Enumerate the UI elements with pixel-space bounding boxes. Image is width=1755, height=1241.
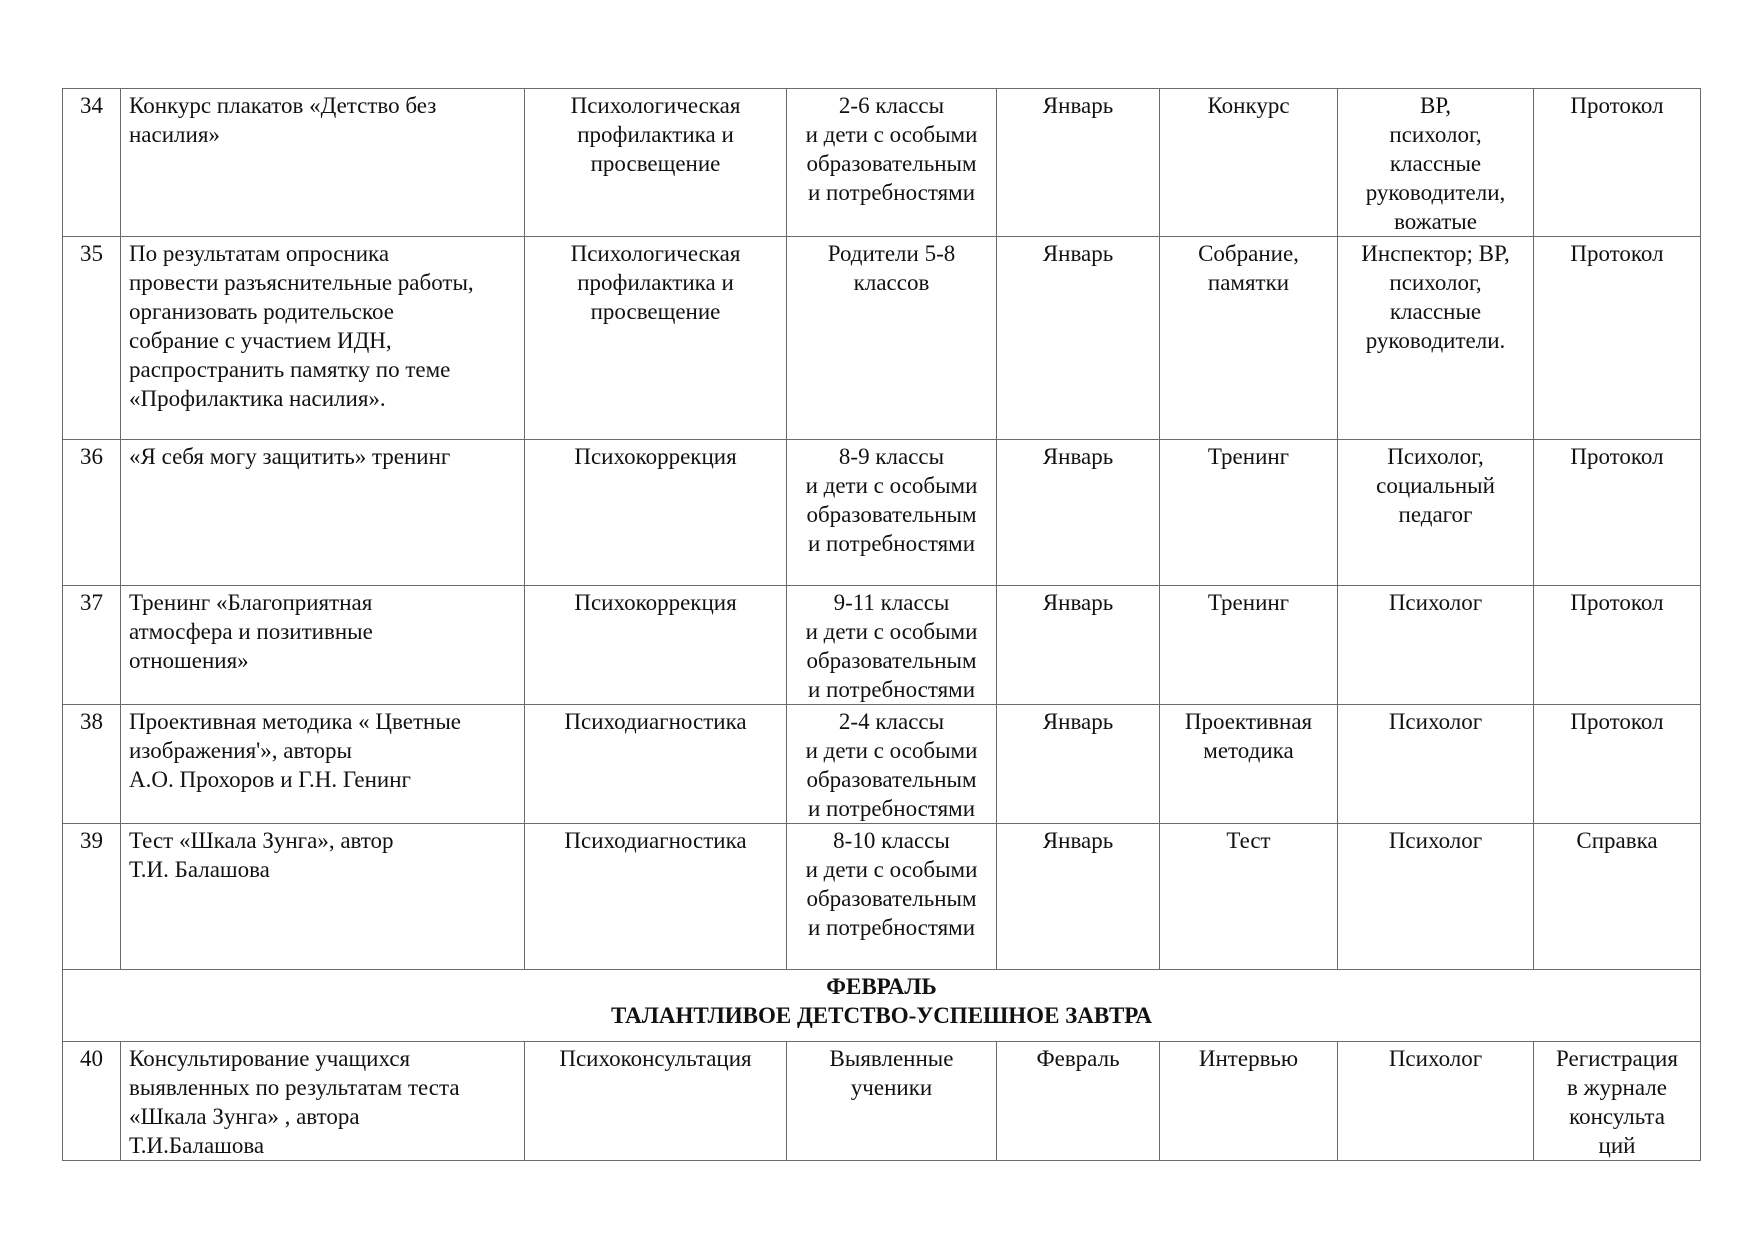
result-document: Протокол xyxy=(1534,705,1701,824)
section-header xyxy=(63,970,1701,1042)
form-of-work: Тест xyxy=(1160,824,1338,970)
event-title: Тренинг «Благоприятная атмосфера и позитивные отношения» xyxy=(121,586,525,705)
table-row xyxy=(63,237,1701,440)
row-number: 35 xyxy=(63,237,121,440)
form-of-work: Тренинг xyxy=(1160,440,1338,586)
event-title: По результатам опросника провести разъяснительные работы, организовать родительское собрание с участием ИДН, распространить памятку по теме «Профилактика насилия». xyxy=(121,237,525,440)
responsible: Психолог xyxy=(1338,705,1534,824)
responsible: Психолог xyxy=(1338,1042,1534,1161)
month: Февраль xyxy=(997,1042,1160,1161)
work-direction: Психокоррекция xyxy=(525,440,787,586)
result-document: Протокол xyxy=(1534,89,1701,237)
month: Январь xyxy=(997,705,1160,824)
participants: Родители 5-8 классов xyxy=(787,237,997,440)
section-month-title: ФЕВРАЛЬ xyxy=(826,974,937,999)
row-number: 38 xyxy=(63,705,121,824)
responsible: Психолог, социальный педагог xyxy=(1338,440,1534,586)
table-row xyxy=(63,824,1701,970)
event-title: Консультирование учащихся выявленных по результатам теста «Шкала Зунга» , автора Т.И.Балашова xyxy=(121,1042,525,1161)
month: Январь xyxy=(997,586,1160,705)
event-title: Конкурс плакатов «Детство без насилия» xyxy=(121,89,525,237)
form-of-work: Проективная методика xyxy=(1160,705,1338,824)
participants: 8-10 классы и дети с особыми образовательным и потребностями xyxy=(787,824,997,970)
participants: 2-6 классы и дети с особыми образовательным и потребностями xyxy=(787,89,997,237)
event-title: «Я себя могу защитить» тренинг xyxy=(121,440,525,586)
row-number: 40 xyxy=(63,1042,121,1161)
form-of-work: Интервью xyxy=(1160,1042,1338,1161)
responsible: Психолог xyxy=(1338,824,1534,970)
work-direction: Психологическая профилактика и просвещение xyxy=(525,237,787,440)
work-direction: Психодиагностика xyxy=(525,705,787,824)
result-document: Протокол xyxy=(1534,440,1701,586)
form-of-work: Собрание, памятки xyxy=(1160,237,1338,440)
activity-plan-table xyxy=(62,88,1701,1161)
row-number: 34 xyxy=(63,89,121,237)
table-row xyxy=(63,1042,1701,1161)
participants: 2-4 классы и дети с особыми образовательным и потребностями xyxy=(787,705,997,824)
month: Январь xyxy=(997,89,1160,237)
result-document: Протокол xyxy=(1534,586,1701,705)
work-direction: Психоконсультация xyxy=(525,1042,787,1161)
responsible: Инспектор; ВР, психолог, классные руководители. xyxy=(1338,237,1534,440)
table-row xyxy=(63,89,1701,237)
month: Январь xyxy=(997,824,1160,970)
responsible: ВР, психолог, классные руководители, вожатые xyxy=(1338,89,1534,237)
row-number: 37 xyxy=(63,586,121,705)
table-row xyxy=(63,586,1701,705)
result-document: Протокол xyxy=(1534,237,1701,440)
section-header-row xyxy=(63,970,1701,1042)
result-document: Справка xyxy=(1534,824,1701,970)
month: Январь xyxy=(997,237,1160,440)
event-title: Тест «Шкала Зунга», автор Т.И. Балашова xyxy=(121,824,525,970)
responsible: Психолог xyxy=(1338,586,1534,705)
event-title: Проективная методика « Цветные изображения'», авторы А.О. Прохоров и Г.Н. Генинг xyxy=(121,705,525,824)
month: Январь xyxy=(997,440,1160,586)
row-number: 39 xyxy=(63,824,121,970)
result-document: Регистрация в журнале консульта ций xyxy=(1534,1042,1701,1161)
work-direction: Психологическая профилактика и просвещение xyxy=(525,89,787,237)
table-row xyxy=(63,705,1701,824)
table-row xyxy=(63,440,1701,586)
work-direction: Психодиагностика xyxy=(525,824,787,970)
participants: 8-9 классы и дети с особыми образовательным и потребностями xyxy=(787,440,997,586)
participants: 9-11 классы и дети с особыми образовательным и потребностями xyxy=(787,586,997,705)
section-theme-title: ТАЛАНТЛИВОЕ ДЕТСТВО-УСПЕШНОЕ ЗАВТРА xyxy=(610,1003,1153,1028)
row-number: 36 xyxy=(63,440,121,586)
form-of-work: Тренинг xyxy=(1160,586,1338,705)
form-of-work: Конкурс xyxy=(1160,89,1338,237)
document-page xyxy=(62,88,1700,1161)
participants: Выявленные ученики xyxy=(787,1042,997,1161)
work-direction: Психокоррекция xyxy=(525,586,787,705)
